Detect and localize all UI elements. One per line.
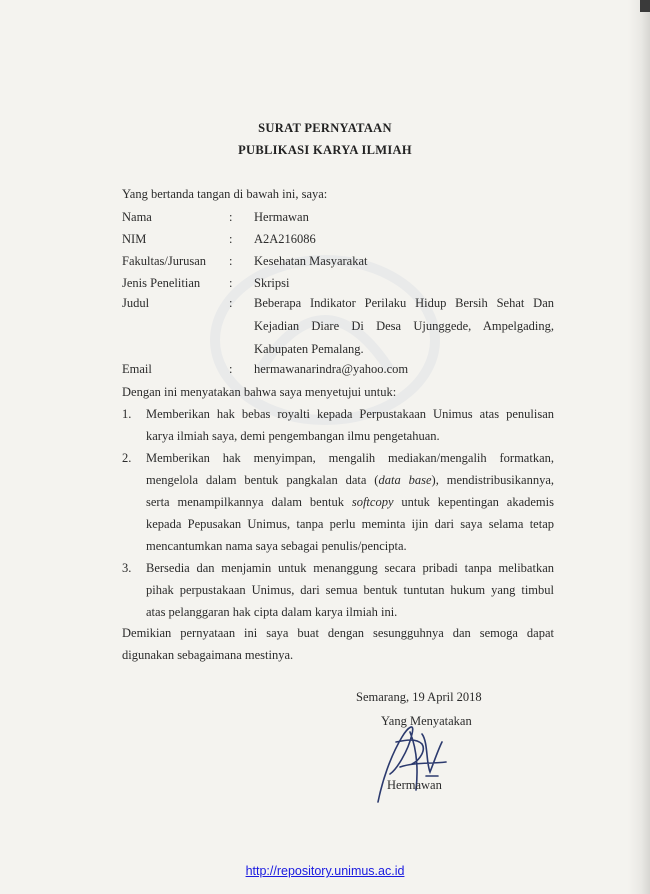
- list-line: atas pelanggaran hak cipta dalam karya ilmiah ini.: [146, 605, 398, 619]
- list-line: pihak perpustakaan Unimus, dari semua bentuk tuntutan hukum yang timbul: [146, 583, 554, 597]
- signer-name: Hermawan: [387, 778, 442, 792]
- field-value: hermawanarindra@yahoo.com: [254, 362, 409, 376]
- scan-corner-mark: [640, 0, 650, 12]
- field-label: Email: [122, 362, 152, 376]
- field-colon: :: [229, 232, 233, 246]
- emphasis-text: softcopy: [351, 495, 394, 509]
- judul-value: [254, 296, 554, 365]
- statement-text: Dengan ini menyatakan bahwa saya menyetujui untuk:: [122, 385, 397, 399]
- list-line: mencantumkan nama saya sebagai penulis/pencipta.: [146, 539, 407, 553]
- field-colon: :: [229, 362, 233, 376]
- judul-line: Kejadian Diare Di Desa Ujunggede, Ampelgading,: [254, 319, 554, 333]
- list-line: kepada Pepusakan Unimus, tanpa perlu meminta ijin dari saya selama tetap: [146, 517, 554, 531]
- closing-line: Demikian pernyataan ini saya buat dengan sesungguhnya dan semoga dapat: [122, 626, 554, 640]
- document-title: SURAT PERNYATAAN: [258, 121, 392, 135]
- list-number: 2.: [122, 451, 132, 465]
- field-colon: :: [229, 276, 233, 290]
- list-line: mengelola dalam bentuk pangkalan data (data base), mendistribusikannya,: [146, 473, 554, 487]
- list-number: 1.: [122, 407, 132, 421]
- list-number: 3.: [122, 561, 132, 575]
- place-date: Semarang, 19 April 2018: [356, 690, 482, 704]
- field-colon: :: [229, 254, 233, 268]
- closing-line: digunakan sebagaimana mestinya.: [122, 648, 294, 662]
- field-value: Hermawan: [254, 210, 309, 224]
- field-value: Kesehatan Masyarakat: [254, 254, 368, 268]
- field-label: NIM: [122, 232, 147, 246]
- repository-link[interactable]: http://repository.unimus.ac.id: [245, 864, 405, 878]
- field-value: A2A216086: [254, 232, 316, 246]
- judul-line: Kabupaten Pemalang.: [254, 342, 364, 356]
- list-line: serta menampilkannya dalam bentuk softcopy untuk kepentingan akademis: [146, 495, 554, 509]
- field-label: Judul: [122, 296, 150, 310]
- list-line: Memberikan hak menyimpan, mengalih mediakan/mengalih formatkan,: [146, 451, 554, 465]
- field-value: Skripsi: [254, 276, 290, 290]
- judul-line: Beberapa Indikator Perilaku Hidup Bersih Sehat Dan: [254, 296, 554, 310]
- emphasis-text: data base: [378, 473, 432, 487]
- list-line: Memberikan hak bebas royalti kepada Perpustakaan Unimus atas penulisan: [146, 407, 554, 421]
- field-label: Nama: [122, 210, 152, 224]
- field-colon: :: [229, 296, 233, 310]
- field-label: Fakultas/Jurusan: [122, 254, 207, 268]
- list-line: karya ilmiah saya, demi pengembangan ilmu pengetahuan.: [146, 429, 440, 443]
- list-line: Bersedia dan menjamin untuk menanggung secara pribadi tanpa melibatkan: [146, 561, 554, 575]
- intro-text: Yang bertanda tangan di bawah ini, saya:: [122, 187, 328, 201]
- field-label: Jenis Penelitian: [122, 276, 201, 290]
- field-colon: :: [229, 210, 233, 224]
- document-subtitle: PUBLIKASI KARYA ILMIAH: [238, 143, 412, 157]
- signatory-role: Yang Menyatakan: [381, 714, 472, 728]
